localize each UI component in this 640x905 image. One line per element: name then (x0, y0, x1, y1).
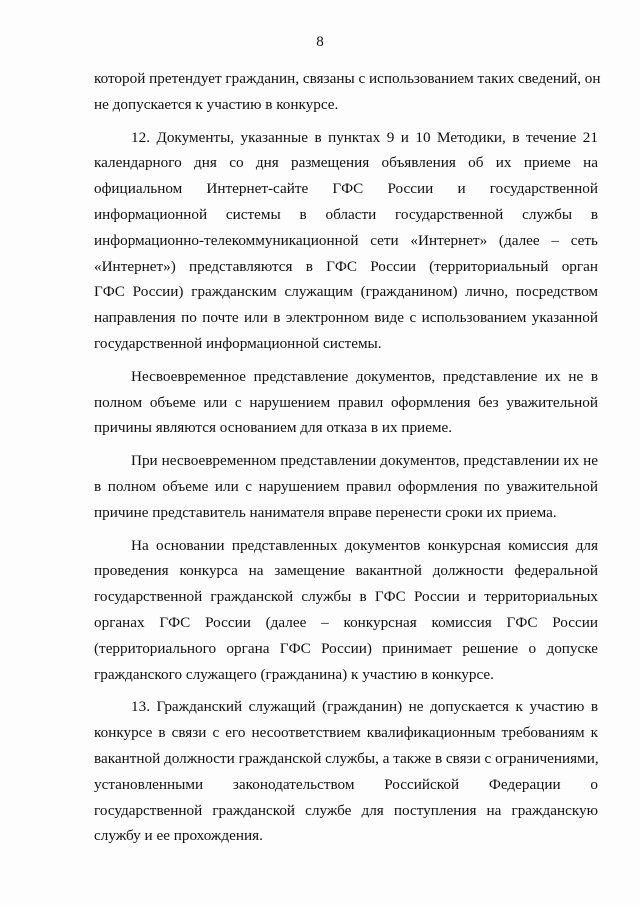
paragraph (94, 125, 598, 357)
text-line: которой претендует гражданин, связаны с использованием таких сведений, он (94, 70, 601, 87)
text-line: органах ГФС России (далее – конкурсная комиссия ГФС России (94, 613, 598, 631)
text-line: государственной информационной системы. (94, 334, 382, 352)
text-line: (территориального органа ГФС России) принимает решение о допуске (94, 639, 598, 657)
text-line: ГФС России) гражданским служащим (гражданином) лично, посредством (94, 283, 598, 301)
text-line: службу и ее прохождения. (94, 827, 263, 845)
page-number: 8 (316, 34, 324, 50)
paragraph (94, 448, 598, 525)
text-line: Несвоевременное представление документов, представление их не в (131, 367, 598, 385)
text-line: информационной системы в области государственной службы в (94, 205, 598, 223)
text-line: причины являются основанием для отказа в их приеме. (94, 419, 453, 437)
text-line: «Интернет») представляются в ГФС России (территориальный орган (94, 257, 598, 275)
body-text (94, 66, 601, 849)
text-line: направления по почте или в электронном виде с использованием указанной (94, 309, 598, 327)
paragraph (94, 694, 598, 849)
text-line: гражданского служащего (гражданина) к участию в конкурсе. (94, 665, 494, 683)
text-line: не допускается к участию в конкурсе. (94, 95, 339, 113)
text-line: При несвоевременном представлении документов, представлении их не (131, 452, 598, 470)
text-line: вакантной должности гражданской службы, а также в связи с ограничениями, (94, 749, 599, 767)
text-line: причине представитель нанимателя вправе перенести сроки их приема. (94, 503, 557, 521)
text-line: информационно-телекоммуникационной сети «Интернет» (далее – сеть (94, 231, 598, 249)
text-line: проведения конкурса на замещение вакантной должности федеральной (94, 562, 598, 580)
text-line: календарного дня со дня размещения объявления об их приеме на (94, 154, 598, 172)
text-line: конкурсе в связи с его несоответствием квалификационным требованиям к (94, 724, 598, 742)
paragraph (94, 533, 598, 688)
paragraph (94, 66, 601, 118)
text-line: государственной гражданской службы в ГФС России и территориальных (94, 588, 598, 606)
text-line: На основании представленных документов конкурсная комиссия для (131, 536, 598, 554)
text-line: официальном Интернет-сайте ГФС России и государственной (94, 180, 598, 198)
text-line: государственной гражданской службе для поступления на гражданскую (94, 801, 598, 819)
text-line: 12. Документы, указанные в пунктах 9 и 10 Методики, в течение 21 (131, 128, 598, 146)
text-line: полном объеме или с нарушением правил оформления без уважительной (94, 393, 598, 411)
text-line: 13. Гражданский служащий (гражданин) не допускается к участию в (131, 698, 598, 716)
text-line: в полном объеме или с нарушением правил оформления по уважительной (94, 477, 598, 495)
paragraph (94, 364, 598, 441)
text-line: установленными законодательством Российской Федерации о (94, 775, 598, 793)
